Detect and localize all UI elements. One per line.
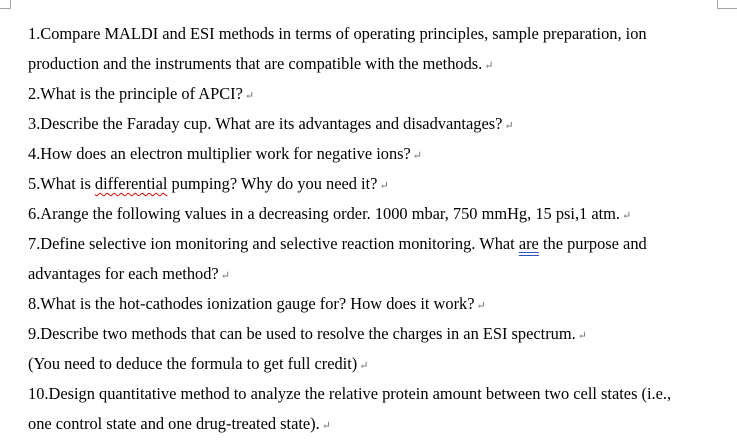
paragraph-mark-icon: ↵ [412,150,423,162]
paragraph-mark-icon: ↵ [244,90,255,102]
text-line: 10.Design quantitative method to analyze the relative protein amount between two cell states (i.e., [28,384,672,403]
page-crop-mark-top-right [717,0,737,9]
paragraph-mark-icon: ↵ [321,420,331,432]
text-line: 2.What is the principle of APCI? ↵ [28,84,255,103]
text-line: 9.Describe two methods that can be used to resolve the charges in an ESI spectrum. ↵ [28,324,587,343]
paragraph-mark-icon: ↵ [476,300,486,312]
paragraph-mark-icon: ↵ [577,330,587,342]
text-line: production and the instruments that are compatible with the methods. ↵ [28,54,494,73]
paragraph-mark-icon: ↵ [379,180,389,192]
spelling-flag[interactable]: differential [94,174,168,193]
paragraph-mark-icon: ↵ [484,60,494,72]
text-line: 8.What is the hot-cathodes ionization gauge for? How does it work? ↵ [28,294,486,313]
text-line: 5.What is differential pumping? Why do you need it? ↵ [28,174,389,193]
grammar-flag[interactable]: are [518,234,539,253]
paragraph-mark-icon: ↵ [220,270,230,282]
text-line: 7.Define selective ion monitoring and selective reaction monitoring. What are the purpose and [28,234,647,253]
text-line: one control state and one drug-treated state). ↵ [28,414,331,433]
document-body[interactable] [28,19,728,439]
text-line: 6.Arange the following values in a decreasing order. 1000 mbar, 750 mmHg, 15 psi,1 atm. ↵ [28,204,632,223]
paragraph-mark-icon: ↵ [359,360,369,372]
text-line: (You need to deduce the formula to get full credit) ↵ [28,354,369,373]
page-crop-mark-top-left [0,0,11,9]
text-line: 1.Compare MALDI and ESI methods in terms of operating principles, sample preparation, ion [28,24,647,43]
text-line: advantages for each method? ↵ [28,264,230,283]
text-line: 3.Describe the Faraday cup. What are its advantages and disadvantages? ↵ [28,114,514,133]
paragraph-mark-icon: ↵ [504,120,514,132]
paragraph-mark-icon: ↵ [622,210,632,222]
text-line: 4.How does an electron multiplier work for negative ions? ↵ [28,144,423,163]
